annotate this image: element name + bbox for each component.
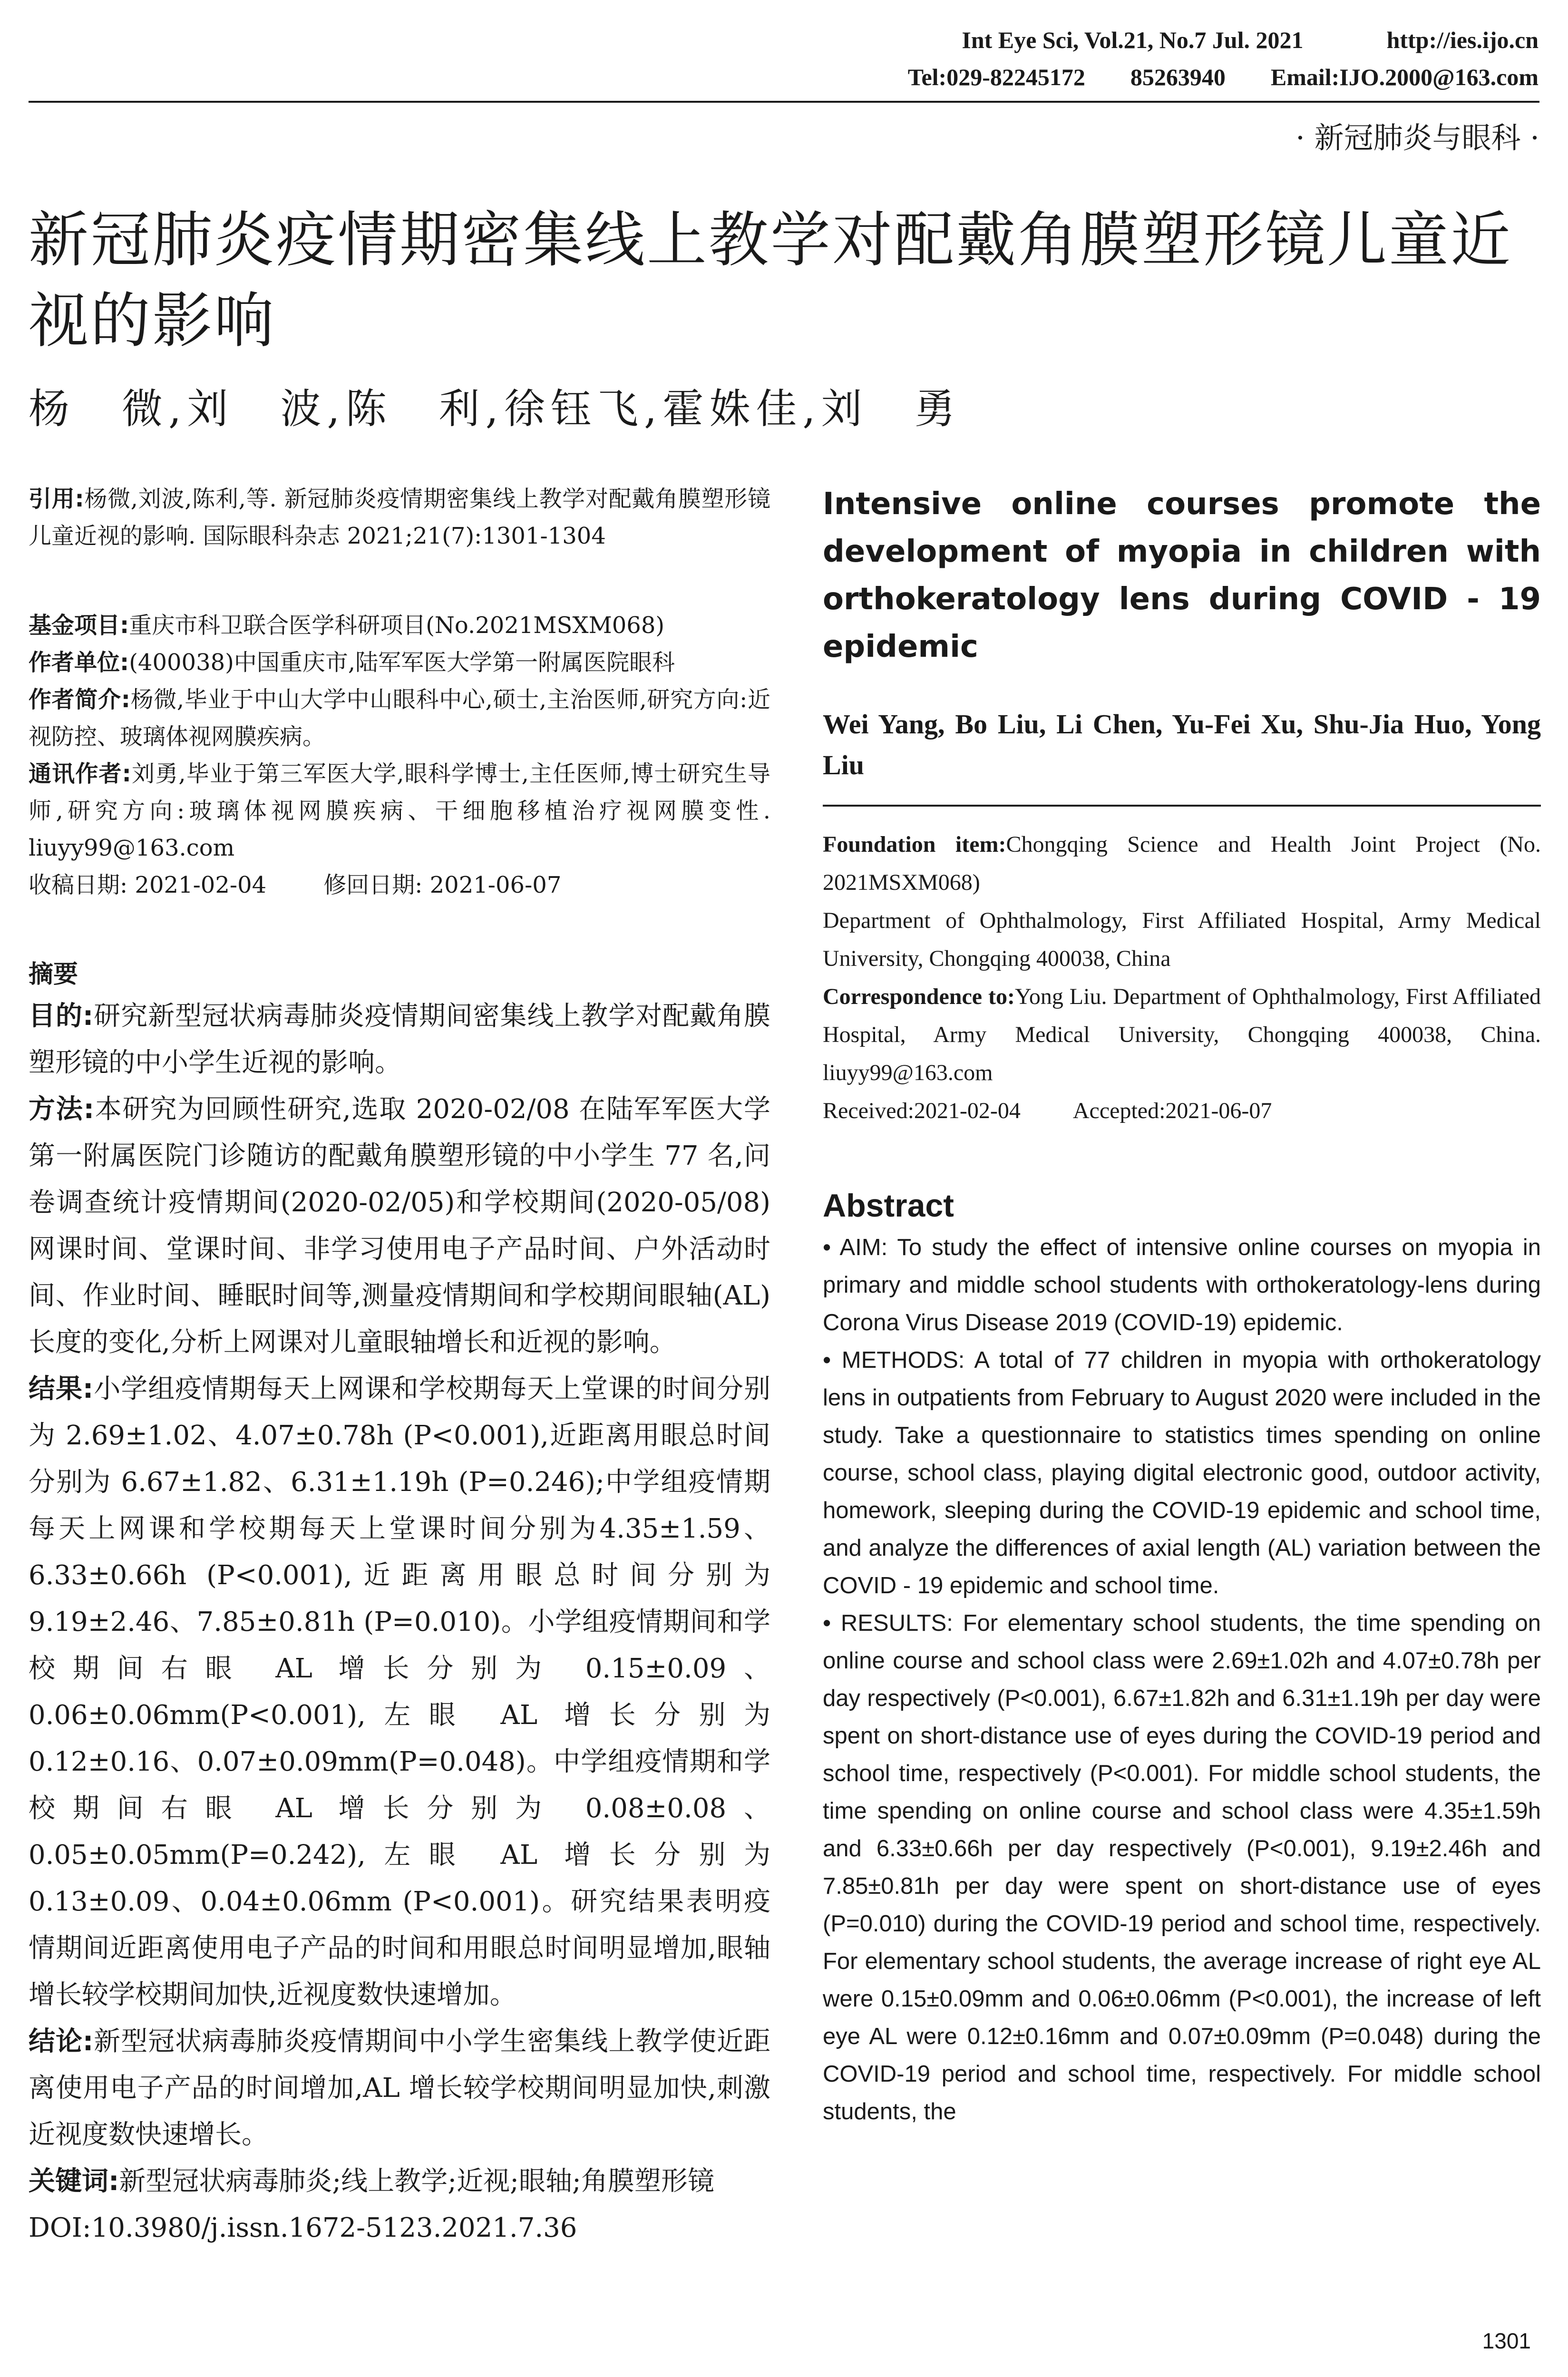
doi[interactable]: DOI:10.3980/j.issn.1672-5123.2021.7.36 — [29, 2212, 577, 2243]
bio-block — [29, 681, 770, 755]
unit-label: 作者单位: — [29, 649, 129, 676]
corr-label: 通讯作者: — [29, 760, 131, 787]
english-department: Department of Ophthalmology, First Affiliated Hospital, Army Medical University, Chongqing 400038, China — [823, 908, 1541, 971]
aim-text-cn: 研究新型冠状病毒肺炎疫情期间密集线上教学对配戴角膜塑形镜的中小学生近视的影响。 — [29, 1001, 770, 1078]
english-corr — [823, 978, 1541, 1092]
revised-date: 修回日期: 2021-06-07 — [323, 872, 562, 898]
methods-text-en: A total of 77 children in myopia with orthokeratology lens in outpatients from February to August 2020 were included in the study. Take a questionnaire to statistics times spending on online course, school class, playing digital electronic good, outdoor activity, homework, sleeping during the COVID-19 epidemic and school time, and analyze the differences of axial length (AL) variation between the COVID - 19 epidemic and school time. — [823, 1347, 1541, 1598]
header-rule — [29, 101, 1539, 103]
keywords-cn — [29, 2158, 770, 2205]
corr-text: 刘勇,毕业于第三军医大学,眼科学博士,主任医师,博士研究生导师,研究方向:玻璃体视网膜疾病、干细胞移植治疗视网膜变性. liuyy99@163.com — [29, 760, 770, 861]
results-text-en: For elementary school students, the time spending on online course and school class were 2.69±1.02h and 4.07±0.78h per day respectively (P<0.001), 6.67±1.82h and 6.31±1.19h per day were spent on short-distance use of eyes during the COVID-19 period and school time, respectively (P<0.001). For middle school students, the time spending on online course and school class were 4.35±1.59h and 6.33±0.66h per day respectively (P<0.001), 9.19±2.46h and 7.85±0.81h per day were spent on short-distance use of eyes (P=0.010) during the COVID-19 period and school time, respectively. For elementary school students, the average increase of right eye AL were 0.15±0.09mm and 0.06±0.06mm (P<0.001), the increase of left eye AL were 0.12±0.16mm and 0.07±0.09mm (P=0.048) during the COVID-19 period and school time, respectively. For middle school students, the — [823, 1610, 1541, 2124]
article-title: 新冠肺炎疫情期密集线上教学对配戴角膜塑形镜儿童近视的影响 — [29, 205, 1512, 356]
english-received: Received:2021-02-04 — [823, 1098, 1021, 1123]
journal-tel: Tel:029-82245172 — [907, 64, 1085, 90]
author-list: 杨 微,刘 波,陈 利,徐钰飞,霍姝佳,刘 勇 — [29, 385, 961, 433]
methods-en — [823, 1342, 1541, 1605]
header-line-journal — [962, 26, 1539, 54]
aim-text-en: To study the effect of intensive online courses on myopia in primary and middle school students with orthokeratology-lens during Corona Virus Disease 2019 (COVID-19) epidemic. — [823, 1235, 1541, 1335]
results-text-cn: 小学组疫情期每天上网课和学校期每天上堂课的时间分别为 2.69±1.02、4.07±0.78h (P<0.001),近距离用眼总时间分别为 6.67±1.82、6.31±1.19h (P=0.246);中学组疫情期每天上网课和学校期每天上堂课时间分别为4.35±1.59、6.33±0.66h (P<0.001),近距离用眼总时间分别为 9.19±2.46、7.85±0.81h (P=0.010)。小学组疫情期间和学校期间右眼 AL 增长分别为 0.15±0.09、0.06±0.06mm(P<0.001),左眼 AL 增长分别为 0.12±0.16、0.07±0.09mm(P=0.048)。中学组疫情期和学校期间右眼 AL 增长分别为 0.08±0.08、0.05±0.05mm(P=0.242),左眼 AL 增长分别为 0.13±0.09、0.04±0.06mm (P<0.001)。研究结果表明疫情期间近距离使用电子产品的时间和用眼总时间明显增加,眼轴增长较学校期间加快,近视度数快速增加。 — [29, 1374, 770, 2010]
english-fund-text: Chongqing Science and Health Joint Project (No. 2021MSXM068) — [823, 832, 1541, 895]
keywords-text-cn: 新型冠状病毒肺炎;线上教学;近视;眼轴;角膜塑形镜 — [119, 2166, 714, 2197]
conclusion-cn — [29, 2018, 770, 2158]
english-abstract — [823, 1229, 1541, 2131]
abstract-heading-cn: 摘要 — [29, 960, 78, 989]
journal-url[interactable]: http://ies.ijo.cn — [1386, 27, 1539, 53]
right-column — [823, 480, 1541, 2131]
methods-label-en: • METHODS: — [823, 1347, 965, 1373]
methods-label-cn: 方法: — [29, 1094, 94, 1125]
english-corr-text: Yong Liu. Department of Ophthalmology, First Affiliated Hospital, Army Medical University, Chongqing 400038, China. liuyy99@163.com — [823, 984, 1541, 1085]
section-tag: · 新冠肺炎与眼科 · — [1295, 120, 1539, 155]
fund-label: 基金项目: — [29, 612, 129, 639]
conclusion-text-cn: 新型冠状病毒肺炎疫情期间中小学生密集线上教学使近距离使用电子产品的时间增加,AL 增长较学校期间明显加快,刺激近视度数快速增长。 — [29, 2026, 770, 2150]
corr-block — [29, 755, 770, 867]
received-date: 收稿日期: 2021-02-04 — [29, 872, 267, 898]
keywords-label-cn: 关键词: — [29, 2166, 119, 2197]
abstract-heading-en: Abstract — [823, 1188, 954, 1224]
english-info — [823, 826, 1541, 1130]
results-label-cn: 结果: — [29, 1374, 94, 1404]
unit-block — [29, 644, 770, 681]
running-header — [29, 26, 1539, 97]
aim-label-cn: 目的: — [29, 1001, 94, 1032]
results-en — [823, 1605, 1541, 2131]
fund-text: 重庆市科卫联合医学科研项目(No.2021MSXM068) — [129, 612, 665, 639]
methods-cn — [29, 1086, 770, 1366]
english-authors: Wei Yang, Bo Liu, Li Chen, Yu-Fei Xu, Shu-Jia Huo, Yong Liu — [823, 709, 1541, 780]
journal-email[interactable]: Email:IJO.2000@163.com — [1270, 64, 1539, 90]
fund-block — [29, 607, 770, 644]
citation-text: 杨微,刘波,陈利,等. 新冠肺炎疫情期密集线上教学对配戴角膜塑形镜儿童近视的影响. 国际眼科杂志 2021;21(7):1301-1304 — [29, 486, 770, 549]
english-title: Intensive online courses promote the development of myopia in children with orthokeratology lens during COVID - 19 epidemic — [823, 487, 1541, 664]
results-cn — [29, 1366, 770, 2018]
english-rule — [823, 805, 1541, 807]
english-accepted: Accepted:2021-06-07 — [1072, 1098, 1272, 1123]
date-block — [29, 867, 770, 904]
results-label-en: • RESULTS: — [823, 1610, 953, 1636]
english-fund — [823, 826, 1541, 902]
aim-label-en: • AIM: — [823, 1235, 888, 1260]
aim-cn — [29, 993, 770, 1086]
english-corr-label: Correspondence to: — [823, 984, 1015, 1009]
journal-tel-2: 85263940 — [1130, 64, 1226, 90]
header-line-contact — [908, 63, 1539, 91]
citation-label: 引用: — [29, 486, 84, 512]
methods-text-cn: 本研究为回顾性研究,选取 2020-02/08 在陆军军医大学第一附属医院门诊随访的配戴角膜塑形镜的中小学生 77 名,问卷调查统计疫情期间(2020-02/05)和学校期间(2020-05/08)网课时间、堂课时间、非学习使用电子产品时间、户外活动时间、作业时间、睡眠时间等,测量疫情期间和学校期间眼轴(AL)长度的变化,分析上网课对儿童眼轴增长和近视的影响。 — [29, 1094, 770, 1358]
english-fund-label: Foundation item: — [823, 832, 1006, 857]
english-dates — [823, 1092, 1541, 1130]
aim-en — [823, 1229, 1541, 1342]
unit-text: (400038)中国重庆市,陆军军医大学第一附属医院眼科 — [129, 649, 675, 676]
left-column — [29, 480, 770, 2251]
bio-label: 作者简介: — [29, 686, 130, 713]
citation-block — [29, 480, 770, 555]
page-number: 1301 — [1482, 2328, 1531, 2353]
bio-text: 杨微,毕业于中山大学中山眼科中心,硕士,主治医师,研究方向:近视防控、玻璃体视网膜疾病。 — [29, 686, 770, 750]
journal-citation: Int Eye Sci, Vol.21, No.7 Jul. 2021 — [962, 27, 1304, 53]
conclusion-label-cn: 结论: — [29, 2026, 94, 2057]
